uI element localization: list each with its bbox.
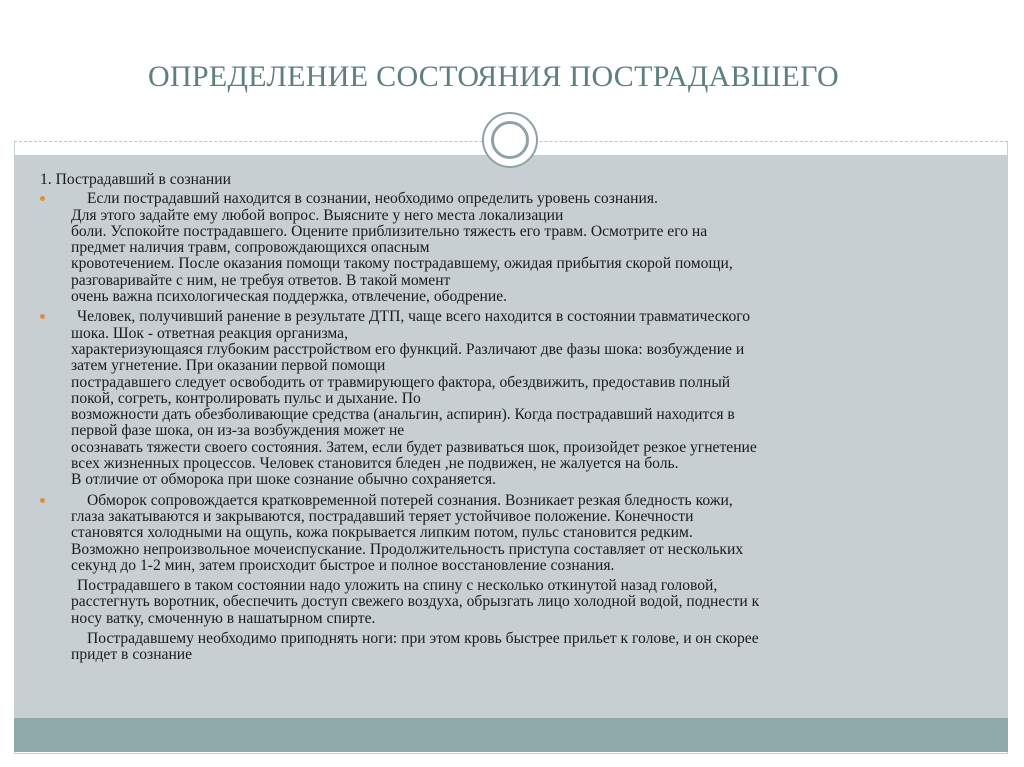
text-line: покой, согреть, контролировать пульс и дыхание. По bbox=[71, 389, 421, 407]
bullet-icon bbox=[40, 498, 45, 503]
text-line: предмет наличия травм, сопровождающихся опасным bbox=[71, 239, 430, 257]
bullet-icon bbox=[40, 196, 45, 201]
slide-body bbox=[40, 172, 980, 664]
text-line: очень важна психологическая поддержка, отвлечение, ободрение. bbox=[71, 288, 508, 306]
text-line: Обморок сопровождается кратковременной потерей сознания. Возникает резкая бледность кожи, bbox=[87, 491, 733, 509]
text-line: характеризующаяся глубоким расстройством его функций. Различают две фазы шока: возбуждение и bbox=[71, 340, 745, 358]
text-line: осознавать тяжести своего состояния. Затем, если будет развиваться шок, произойдет резкое угнетение bbox=[71, 438, 757, 456]
text-line: придет в сознание bbox=[71, 646, 193, 664]
text-line: разговаривайте с ним, не требуя ответов. В такой момент bbox=[71, 271, 451, 289]
text-line: возможности дать обезболивающие средства (анальгин, аспирин). Когда пострадавший находится в bbox=[71, 406, 735, 424]
text-line: первой фазе шока, он из-за возбуждения может не bbox=[71, 422, 405, 440]
text-line: Если пострадавший находится в сознании, необходимо определить уровень сознания. bbox=[87, 190, 658, 208]
bullet-item-conscious bbox=[40, 191, 980, 305]
text-line: расстегнуть воротник, обеспечить доступ свежего воздуха, обрызгать лицо холодной водой, поднести к bbox=[71, 593, 760, 611]
text-line: Для этого задайте ему любой вопрос. Выясните у него места локализации bbox=[71, 206, 564, 224]
text-line: секунд до 1-2 мин, затем происходит быстрое и полное восстановление сознания. bbox=[71, 556, 615, 574]
bullet-icon bbox=[40, 314, 45, 319]
paragraph-first-aid bbox=[40, 578, 980, 627]
text-line: боли. Успокойте пострадавшего. Оцените приблизительно тяжесть его травм. Осмотрите его на bbox=[71, 222, 708, 240]
text-line: пострадавшего следует освободить от травмирующего фактора, обездвижить, предоставив полный bbox=[71, 373, 731, 391]
text-line: шока. Шок - ответная реакция организма, bbox=[71, 324, 348, 342]
slide-title: ОПРЕДЕЛЕНИЕ СОСТОЯНИЯ ПОСТРАДАВШЕГО bbox=[148, 60, 839, 93]
text-line: Человек, получивший ранение в результате ДТП, чаще всего находится в состоянии травматического bbox=[77, 308, 751, 326]
text-line: Возможно непроизвольное мочеиспускание. Продолжительность приступа составляет от нескольких bbox=[71, 540, 744, 558]
text-line: В отличие от обморока при шоке сознание обычно сохраняется. bbox=[71, 471, 496, 489]
bullet-item-fainting bbox=[40, 493, 980, 574]
section-heading: 1. Пострадавший в сознании bbox=[40, 171, 231, 188]
text-line: кровотечением. После оказания помощи такому пострадавшему, ожидая прибытия скорой помощи, bbox=[71, 255, 733, 273]
text-line: Пострадавшему необходимо приподнять ноги: при этом кровь быстрее прильет к голове, и он скорее bbox=[87, 630, 759, 648]
text-line: Пострадавшего в таком состоянии надо уложить на спину с несколько откинутой назад головой, bbox=[77, 577, 718, 595]
paragraph-legs bbox=[40, 631, 980, 664]
bottom-bar bbox=[14, 718, 1008, 752]
text-line: всех жизненных процессов. Человек становится бледен ,не подвижен, не жалуется на боль. bbox=[71, 455, 679, 473]
text-line: затем угнетение. При оказании первой помощи bbox=[71, 357, 386, 375]
bullet-item-shock bbox=[40, 309, 980, 488]
circle-ornament-icon bbox=[482, 112, 538, 168]
text-line: носу ватку, смоченную в нашатырном спирте. bbox=[71, 609, 376, 627]
text-line: становятся холодными на ощупь, кожа покрывается липким потом, пульс становится редким. bbox=[71, 524, 693, 542]
text-line: глаза закатываются и закрываются, пострадавший теряет устойчивое положение. Конечности bbox=[71, 507, 694, 525]
